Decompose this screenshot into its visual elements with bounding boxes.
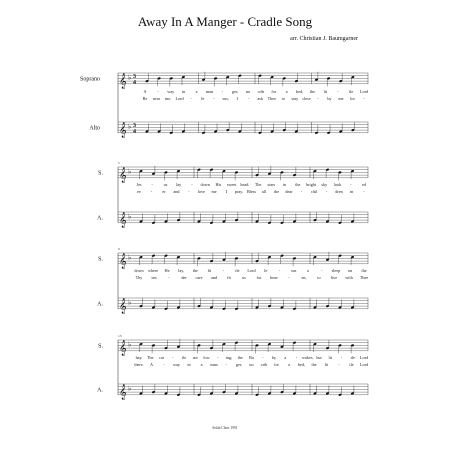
lyric-syllable: - (337, 89, 339, 94)
treble-clef-icon: 𝄞 (119, 384, 127, 399)
alto-label: A. (97, 215, 103, 222)
lyric-syllable: for (271, 89, 277, 94)
lyric-syllable: to (281, 96, 285, 101)
flat-key-signature-icon: ♭ (128, 384, 132, 393)
lyric-syllable: on (347, 268, 353, 273)
lyric-syllable: Lord (359, 355, 369, 360)
lyric-syllable: for (274, 362, 279, 367)
lyric-syllable: by (271, 355, 277, 360)
lyric-syllable: a (200, 362, 203, 367)
lyric-syllable: - (221, 89, 223, 94)
lyric-syllable: and (173, 189, 180, 194)
lyric-syllable: - (338, 362, 340, 367)
lyric-syllable: - (213, 96, 215, 101)
alto-staff-2 (118, 212, 368, 228)
lyric-syllable: dren (335, 189, 343, 194)
lyric-syllable: wakes, (301, 355, 314, 360)
lyric-syllable: the (192, 268, 198, 273)
lyric-syllable: lit (207, 268, 212, 273)
lyric-syllable: no (245, 89, 251, 94)
lyric-syllable: by (327, 96, 332, 101)
lyric-syllable: dear (285, 189, 293, 194)
lyric-syllable: stars (267, 182, 276, 187)
lyric-syllable: - (222, 268, 225, 273)
flat-key-signature-icon: ♭ (128, 167, 132, 176)
lyric-syllable: the (311, 362, 317, 367)
lyric-syllable: for (256, 275, 262, 280)
lyric-syllable: the (309, 89, 316, 94)
soprano-staff-4 (118, 339, 368, 356)
lyric-syllable: bed, (297, 362, 306, 367)
lyric-syllable: ger, (232, 89, 239, 94)
soprano-staff-1 (118, 72, 368, 89)
lyric-syllable: a (288, 362, 290, 367)
lyric-syllable: - (300, 189, 303, 194)
lyric-syllable: Be (142, 96, 148, 101)
lyric-syllable: I (236, 96, 238, 101)
treble-clef-icon: 𝄞 (119, 122, 127, 137)
lyric-syllable: - (150, 189, 153, 194)
lyric-syllable: Lord (359, 89, 369, 94)
lyric-syllable: man (210, 362, 218, 367)
lyric-syllable: tle (181, 355, 187, 360)
lyric-syllable: tle (235, 268, 240, 273)
arranger-credit: arr. Christian J. Baumgarner (290, 36, 358, 42)
alto-label: A. (97, 301, 103, 308)
lyric-syllable: the (361, 268, 367, 273)
lyric-syllable: tle (349, 89, 354, 94)
lyric-syllable: in (282, 182, 287, 187)
lyric-syllable: where (147, 268, 159, 273)
lyric-syllable: - (288, 275, 290, 280)
time-signature-bottom: 4 (133, 129, 136, 135)
lyric-syllable: - (172, 355, 174, 360)
lyric-syllable: head. (240, 182, 250, 187)
lyric-syllable: Lord (359, 362, 369, 367)
lyric-syllable: bright (306, 182, 317, 187)
time-signature-bottom: 4 (133, 80, 136, 86)
lyric-syllable: low (203, 355, 210, 360)
lyric-syllable: Thee (267, 96, 276, 101)
alto-staff-1 (118, 122, 368, 138)
lyric-syllable: man (205, 89, 214, 94)
lyric-syllable: but (316, 355, 322, 360)
lyric-syllable: tle (349, 362, 354, 367)
lyric-syllable: - (278, 268, 281, 273)
lyric-syllable: - (325, 189, 328, 194)
lyric-syllable: close (302, 96, 311, 101)
lyric-syllable: I (225, 189, 228, 194)
lyric-syllable: sus, (222, 96, 229, 101)
soprano-label: S. (98, 170, 103, 177)
lyric-syllable: - (295, 355, 298, 360)
lyric-syllable: Thy (135, 275, 143, 280)
lyric-syllable: me (338, 96, 344, 101)
lyric-syllable: with (345, 275, 353, 280)
lyric-syllable: down (200, 182, 210, 187)
lyric-syllable: in (187, 362, 191, 367)
lyric-syllable: sweet (226, 182, 237, 187)
flat-key-signature-icon: ♭ (128, 212, 132, 221)
alto-staff-3 (118, 298, 368, 314)
lyric-syllable: a (195, 89, 198, 94)
lyric-syllable: pray. (234, 189, 244, 194)
alto-staff-4 (118, 384, 368, 400)
lyric-syllable: stay (291, 96, 299, 101)
lyric-syllable: a (285, 89, 288, 94)
score-title: Away In A Manger - Cradle Song (137, 14, 313, 29)
lyric-syllable: us (163, 182, 168, 187)
lyric-syllable: - (321, 268, 323, 273)
lyric-syllable: His (215, 182, 222, 187)
lyric-syllable: Je (200, 96, 205, 101)
flat-key-signature-icon: ♭ (128, 253, 132, 262)
lyric-syllable: ed (362, 182, 366, 187)
lyric-syllable: look (333, 182, 342, 187)
treble-clef-icon: 𝄞 (119, 167, 127, 182)
lyric-syllable: crib (260, 362, 268, 367)
lyric-syllable: sleep (331, 268, 341, 273)
alto-label: Alto (89, 125, 100, 132)
soprano-staff-2 (118, 166, 368, 183)
lyric-syllable: lay, (178, 268, 185, 273)
lyric-syllable: - (262, 355, 264, 360)
lyric-syllable: cat (159, 355, 164, 360)
lyric-syllable: der (181, 275, 187, 280)
lyric-syllable: lit (328, 355, 332, 360)
lyric-syllable: sky (321, 182, 328, 187)
lyric-syllable: - (225, 362, 228, 367)
lyric-syllable: me, (164, 96, 172, 101)
lyric-syllable: way (173, 362, 180, 367)
lyric-syllable: - (168, 275, 170, 280)
measure-number: 5 (118, 161, 120, 165)
lyric-syllable: down (134, 268, 144, 273)
flat-key-signature-icon: ♭ (128, 340, 132, 349)
lyric-syllable: hay. (135, 355, 143, 360)
lyric-syllable: lit (324, 362, 329, 367)
lyric-syllable: and (210, 275, 218, 280)
lyric-syllable: A (143, 89, 147, 94)
soprano-staff-3 (118, 252, 368, 269)
measure-number: 9 (118, 247, 120, 251)
lyric-syllable: live (330, 275, 338, 280)
lyric-syllable: - (248, 96, 250, 101)
alto-label: A. (97, 387, 103, 394)
lyric-syllable: - (317, 96, 319, 101)
lyric-syllable: the (295, 182, 301, 187)
lyric-syllable: ev (137, 189, 141, 194)
lyric-syllable: to (317, 275, 321, 280)
lyric-syllable: in (182, 89, 186, 94)
lyric-syllable: near (152, 96, 161, 101)
lyric-syllable: there. (134, 362, 144, 367)
lyric-syllable: - (188, 189, 190, 194)
lyric-syllable: in (349, 189, 354, 194)
lyric-syllable: He (164, 268, 170, 273)
treble-clef-icon: 𝄞 (119, 298, 127, 313)
lyric-syllable: Ba (249, 355, 254, 360)
lyric-syllable: - (217, 355, 219, 360)
lyric-syllable: The (146, 355, 154, 360)
lyric-syllable: fit (227, 275, 231, 280)
lyric-syllable: ger, (235, 362, 243, 367)
lyric-syllable: - (363, 96, 365, 101)
lyric-syllable: care (195, 275, 203, 280)
lyric-syllable: Thee (359, 275, 369, 280)
lyric-syllable: Je (263, 268, 268, 273)
lyric-syllable: chil (310, 189, 318, 194)
lyric-syllable: ask (257, 96, 264, 101)
soprano-label: S. (98, 343, 103, 350)
flat-key-signature-icon: ♭ (128, 298, 132, 307)
lyric-syllable: er (162, 189, 166, 194)
lyric-syllable: the (273, 189, 280, 194)
measure-number: 13 (118, 334, 122, 338)
treble-clef-icon: 𝄞 (119, 73, 127, 88)
lyric-syllable: - (163, 362, 165, 367)
lyric-syllable: me (211, 189, 217, 194)
lyric-syllable: lay (176, 182, 182, 187)
footer-credit: Selah Choir 1991 (212, 426, 238, 430)
lyric-syllable: ten (151, 275, 157, 280)
treble-clef-icon: 𝄞 (119, 340, 127, 355)
lyric-syllable: the (237, 355, 243, 360)
lyric-syllable: heav (270, 275, 278, 280)
flat-key-signature-icon: ♭ (128, 122, 132, 131)
lyric-syllable: a (284, 355, 287, 360)
lyric-syllable: crib (257, 89, 265, 94)
lyric-syllable: - (191, 182, 193, 187)
lyric-syllable: - (363, 189, 365, 194)
lyric-syllable: - (157, 89, 159, 94)
lyric-syllable: love (197, 189, 206, 194)
lyric-syllable: lit (323, 89, 328, 94)
lyric-syllable: The (254, 182, 262, 187)
time-signature-top: 3 (133, 74, 136, 81)
lyric-syllable: Lord (247, 268, 256, 273)
lyric-syllable: us (242, 275, 246, 280)
lyric-syllable: tle (350, 355, 355, 360)
lyric-syllable: ing; (225, 355, 233, 360)
soprano-label: S. (98, 256, 103, 263)
lyric-syllable: for (350, 96, 355, 101)
lyric-syllable: all (261, 189, 267, 194)
lyric-syllable: a (306, 268, 309, 273)
lyric-syllable: - (340, 355, 343, 360)
lyric-syllable: A (149, 362, 154, 367)
lyric-syllable: en, (301, 275, 307, 280)
treble-clef-icon: 𝄞 (119, 212, 127, 227)
lyric-syllable: no (249, 362, 254, 367)
lyric-syllable: bed, (296, 89, 304, 94)
treble-clef-icon: 𝄞 (119, 253, 127, 268)
flat-key-signature-icon: ♭ (128, 73, 132, 82)
lyric-syllable: Lord (175, 96, 184, 101)
lyric-syllable: - (151, 182, 153, 187)
lyric-syllable: - (190, 96, 192, 101)
soprano-label: Soprano (80, 76, 100, 83)
lyric-syllable: - (350, 182, 352, 187)
lyric-syllable: Bless (246, 189, 257, 194)
lyric-syllable: are (192, 355, 198, 360)
lyric-syllable: Jes (136, 182, 142, 187)
lyric-syllable: sus (291, 268, 297, 273)
time-signature-top: 3 (133, 123, 136, 130)
lyric-syllable: way (167, 89, 175, 94)
